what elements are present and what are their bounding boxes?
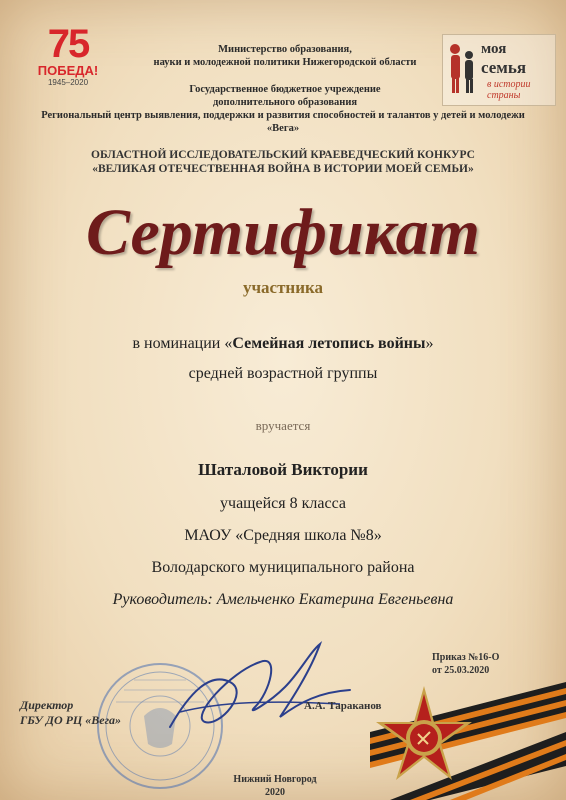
- certificate-title: Сертификат: [85, 196, 481, 269]
- institution-line2: дополнительного образования: [212, 97, 358, 108]
- footer-year: 2020: [265, 787, 285, 798]
- recipient-school: МАОУ «Средняя школа №8»: [184, 527, 382, 544]
- logo-years: 1945–2020: [47, 78, 89, 87]
- supervisor: Руководитель: Амельченко Екатерина Евгеньевна: [112, 591, 454, 608]
- director-title: Директор: [20, 698, 74, 712]
- footer-city: Нижний Новгород: [233, 774, 317, 785]
- certificate-subtitle: участника: [242, 278, 324, 297]
- ministry-line2: науки и молодежной политики Нижегородской области: [153, 57, 417, 68]
- nomination-suffix: »: [425, 335, 434, 352]
- recipient-district: Володарского муниципального района: [151, 559, 415, 576]
- order-date: от 25.03.2020: [432, 665, 490, 676]
- nomination-prefix: в номинации «: [132, 335, 233, 352]
- my-family-logo: [442, 34, 556, 106]
- recipient-name: Шаталовой Виктории: [198, 460, 368, 479]
- order-number: Приказ №16-О: [432, 652, 500, 663]
- nomination-line: [0, 334, 566, 354]
- age-group: средней возрастной группы: [188, 365, 378, 382]
- logo-number: 75: [47, 22, 89, 66]
- director-org: ГБУ ДО РЦ «Вега»: [20, 713, 122, 727]
- institution-line3: Региональный центр выявления, поддержки и развития способностей и талантов у детей и молодежи: [41, 110, 525, 121]
- awarded-text: вручается: [255, 418, 311, 433]
- recipient-grade: учащейся 8 класса: [220, 495, 346, 512]
- logo-right-line3: в истории страны: [487, 79, 531, 101]
- signature-icon: [160, 632, 360, 742]
- ministry-line1: Министерство образования,: [218, 44, 352, 55]
- director-name: А.А. Тараканов: [304, 700, 382, 712]
- contest-line1: ОБЛАСТНОЙ ИССЛЕДОВАТЕЛЬСКИЙ КРАЕВЕДЧЕСКИЙ КОНКУРС: [91, 149, 475, 161]
- logo-right-line2: семья: [481, 58, 527, 77]
- nomination-name: Семейная летопись войны: [232, 335, 426, 352]
- family-figures-icon: [447, 41, 477, 97]
- contest-line2: «ВЕЛИКАЯ ОТЕЧЕСТВЕННАЯ ВОЙНА В ИСТОРИИ МОЕЙ СЕМЬИ»: [92, 163, 474, 175]
- institution-line1: Государственное бюджетное учреждение: [189, 84, 381, 95]
- logo-right-line1: моя: [481, 41, 507, 57]
- logo-word: ПОБЕДА!: [37, 63, 99, 78]
- institution-line4: «Вега»: [266, 123, 300, 134]
- victory-75-logo: [28, 24, 108, 104]
